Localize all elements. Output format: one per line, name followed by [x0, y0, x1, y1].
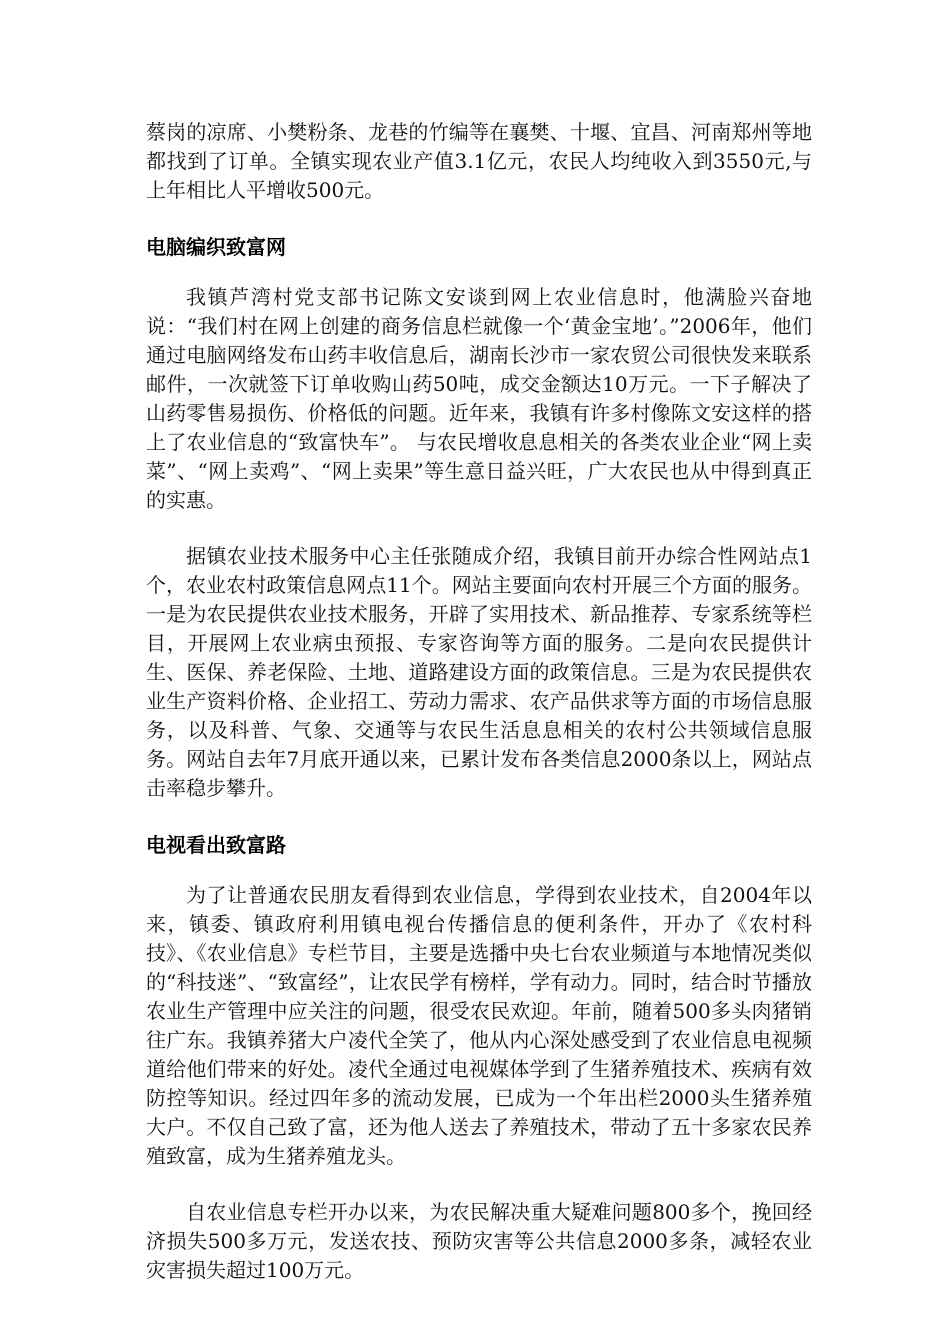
section-heading-tv: 电视看出致富路 [146, 833, 286, 857]
intro-paragraph: 蔡岗的凉席、小樊粉条、龙巷的竹编等在襄樊、十堰、宜昌、河南郑州等地都找到了订单。全镇实现农业产值3.1亿元，农民人均纯收入到3550元,与上年相比人平增收500元。 [146, 120, 812, 202]
section2-paragraph-2: 自农业信息专栏开办以来，为农民解决重大疑难问题800多个，挽回经济损失500多万元，发送农技、预防灾害等公共信息2000多条，减轻农业灾害损失超过100万元。 [146, 1200, 812, 1282]
document-page [146, 118, 812, 1285]
section1-paragraph-2: 据镇农业技术服务中心主任张随成介绍，我镇目前开办综合性网站点1个，农业农村政策信息网点11个。网站主要面向农村开展三个方面的服务。一是为农民提供农业技术服务，开辟了实用技术、新品推荐、专家系统等栏目，开展网上农业病虫预报、专家咨询等方面的服务。二是向农民提供计生、医保、养老保险、土地、道路建设方面的政策信息。三是为农民提供农业生产资料价格、企业招工、劳动力需求、农产品供求等方面的市场信息服务，以及科普、气象、交通等与农民生活息息相关的农村公共领域信息服务。网站自去年7月底开通以来，已累计发布各类信息2000条以上，网站点击率稳步攀升。 [146, 544, 812, 800]
section1-paragraph-1: 我镇芦湾村党支部书记陈文安谈到网上农业信息时，他满脸兴奋地说：“我们村在网上创建的商务信息栏就像一个‘黄金宝地’。”2006年，他们通过电脑网络发布山药丰收信息后，湖南长沙市一家农贸公司很快发来联系邮件，一次就签下订单收购山药50吨，成交金额达10万元。一下子解决了山药零售易损伤、价格低的问题。近年来，我镇有许多村像陈文安这样的搭上了农业信息的“致富快车”。 与农民增收息息相关的各类农业企业“网上卖菜”、“网上卖鸡”、“网上卖果”等生意日益兴旺，广大农民也从中得到真正的实惠。 [146, 285, 812, 512]
section-heading-computer: 电脑编织致富网 [146, 235, 286, 259]
section2-paragraph-1: 为了让普通农民朋友看得到农业信息，学得到农业技术，自2004年以来，镇委、镇政府利用镇电视台传播信息的便利条件，开办了《农村科技》、《农业信息》专栏节目，主要是选播中央七台农业频道与本地情况类似的“科技迷”、“致富经”，让农民学有榜样，学有动力。同时，结合时节播放农业生产管理中应关注的问题，很受农民欢迎。年前，随着500多头肉猪销往广东。我镇养猪大户凌代全笑了，他从内心深处感受到了农业信息电视频道给他们带来的好处。凌代全通过电视媒体学到了生猪养殖技术、疾病有效防控等知识。经过四年多的流动发展，已成为一个年出栏2000头生猪养殖大户。不仅自己致了富，还为他人送去了养殖技术，带动了五十多家农民养殖致富，成为生猪养殖龙头。 [146, 883, 812, 1168]
